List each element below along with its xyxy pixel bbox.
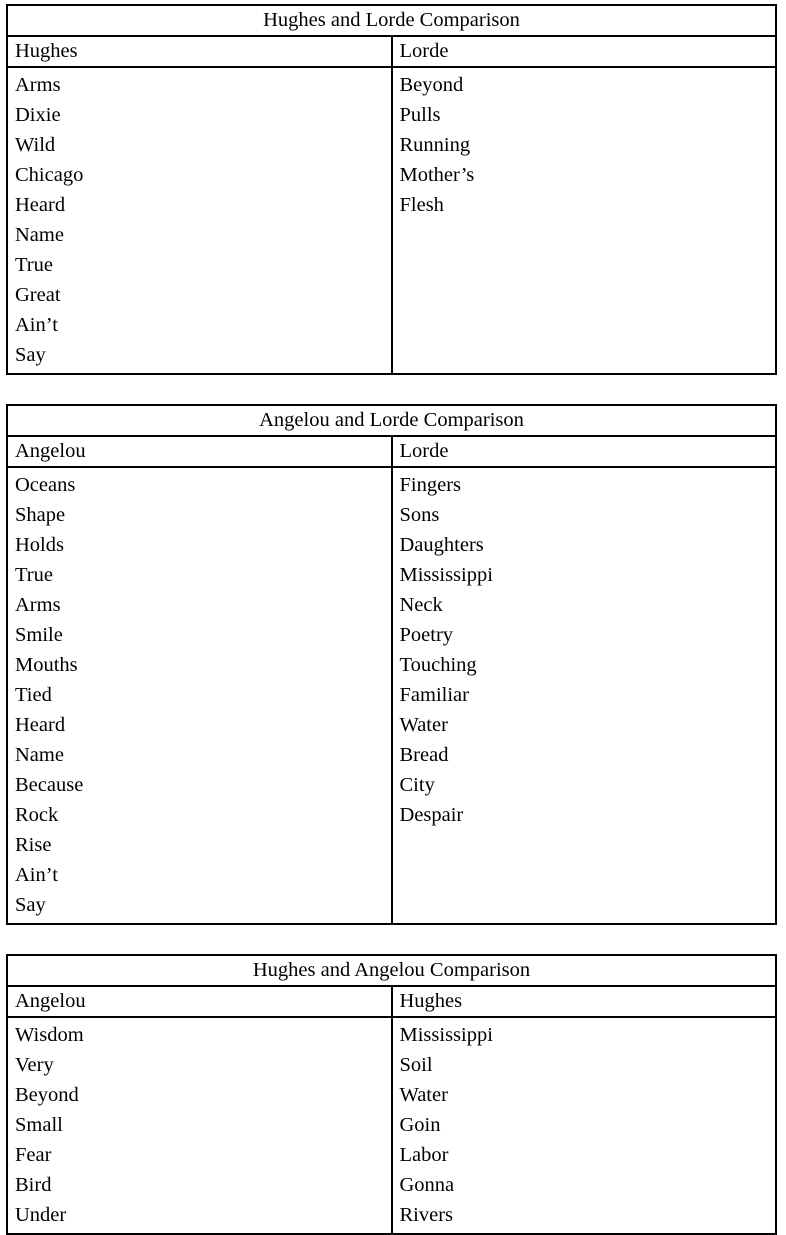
list-item: Gonna [399, 1174, 455, 1196]
list-item: Goin [399, 1114, 441, 1136]
list-item: Shape [15, 504, 66, 526]
list-item: Mississippi [399, 1024, 493, 1046]
list-item: Tied [15, 684, 52, 706]
list-item: Wisdom [15, 1024, 84, 1046]
list-item: Oceans [15, 474, 76, 496]
list-item: Holds [15, 534, 64, 556]
list-item: Beyond [399, 74, 464, 96]
list-item: Say [15, 894, 46, 916]
word-list-right [400, 1020, 776, 1230]
list-item: Chicago [15, 164, 84, 186]
word-list-right [400, 70, 776, 220]
list-item: Dixie [15, 104, 61, 126]
list-item: Mouths [15, 654, 78, 676]
table-title: Hughes and Lorde Comparison [7, 5, 776, 36]
list-item: Beyond [15, 1084, 79, 1106]
list-item: Rock [15, 804, 59, 826]
list-item: Rivers [399, 1204, 454, 1226]
list-item: Water [399, 1084, 448, 1106]
list-item: Name [15, 224, 64, 246]
column-header-right: Hughes [392, 986, 777, 1017]
comparison-table-2 [6, 404, 777, 925]
word-list-right [400, 470, 776, 830]
list-item: Heard [15, 714, 66, 736]
list-item: Say [15, 344, 46, 366]
column-header-left: Angelou [7, 436, 392, 467]
word-column-right [392, 67, 777, 374]
comparison-table-1 [6, 4, 777, 375]
table-body-row [7, 67, 776, 374]
list-item: Flesh [399, 194, 444, 216]
list-item: Rise [15, 834, 52, 856]
word-list-left [15, 470, 391, 920]
list-item: Mississippi [399, 564, 493, 586]
table-title-row [7, 405, 776, 436]
list-item: Arms [15, 74, 61, 96]
column-header-right: Lorde [392, 436, 777, 467]
table-header-row [7, 986, 776, 1017]
table-body-row [7, 467, 776, 924]
comparison-table-3 [6, 954, 777, 1235]
word-column-left [7, 1017, 392, 1234]
table-body-row [7, 1017, 776, 1234]
table-title: Angelou and Lorde Comparison [7, 405, 776, 436]
table-header-row [7, 436, 776, 467]
list-item: Sons [399, 504, 440, 526]
list-item: Very [15, 1054, 54, 1076]
list-item: Because [15, 774, 84, 796]
list-item: True [15, 254, 53, 276]
word-column-right [392, 1017, 777, 1234]
list-item: Water [399, 714, 448, 736]
list-item: Bird [15, 1174, 52, 1196]
list-item: Bread [399, 744, 449, 766]
column-header-right: Lorde [392, 36, 777, 67]
list-item: Ain’t [15, 314, 58, 336]
list-item: Mother’s [399, 164, 475, 186]
list-item: Labor [399, 1144, 449, 1166]
word-list-left [15, 70, 391, 370]
list-item: Soil [399, 1054, 433, 1076]
list-item: Touching [399, 654, 477, 676]
table-header-row [7, 36, 776, 67]
column-header-left: Angelou [7, 986, 392, 1017]
list-item: Under [15, 1204, 67, 1226]
list-item: Daughters [399, 534, 484, 556]
list-item: Small [15, 1114, 63, 1136]
table-title-row [7, 5, 776, 36]
list-item: Arms [15, 594, 61, 616]
table-title-row [7, 955, 776, 986]
table-title: Hughes and Angelou Comparison [7, 955, 776, 986]
list-item: Despair [399, 804, 464, 826]
list-item: Wild [15, 134, 56, 156]
list-item: Poetry [399, 624, 454, 646]
list-item: Pulls [399, 104, 441, 126]
list-item: Familiar [399, 684, 469, 706]
list-item: Heard [15, 194, 66, 216]
list-item: Smile [15, 624, 63, 646]
list-item: Running [399, 134, 471, 156]
word-column-left [7, 467, 392, 924]
list-item: Fear [15, 1144, 52, 1166]
list-item: City [399, 774, 435, 796]
list-item: True [15, 564, 53, 586]
list-item: Ain’t [15, 864, 58, 886]
list-item: Name [15, 744, 64, 766]
list-item: Great [15, 284, 61, 306]
column-header-left: Hughes [7, 36, 392, 67]
list-item: Fingers [399, 474, 461, 496]
list-item: Neck [399, 594, 443, 616]
word-column-right [392, 467, 777, 924]
word-column-left [7, 67, 392, 374]
word-list-left [15, 1020, 391, 1230]
